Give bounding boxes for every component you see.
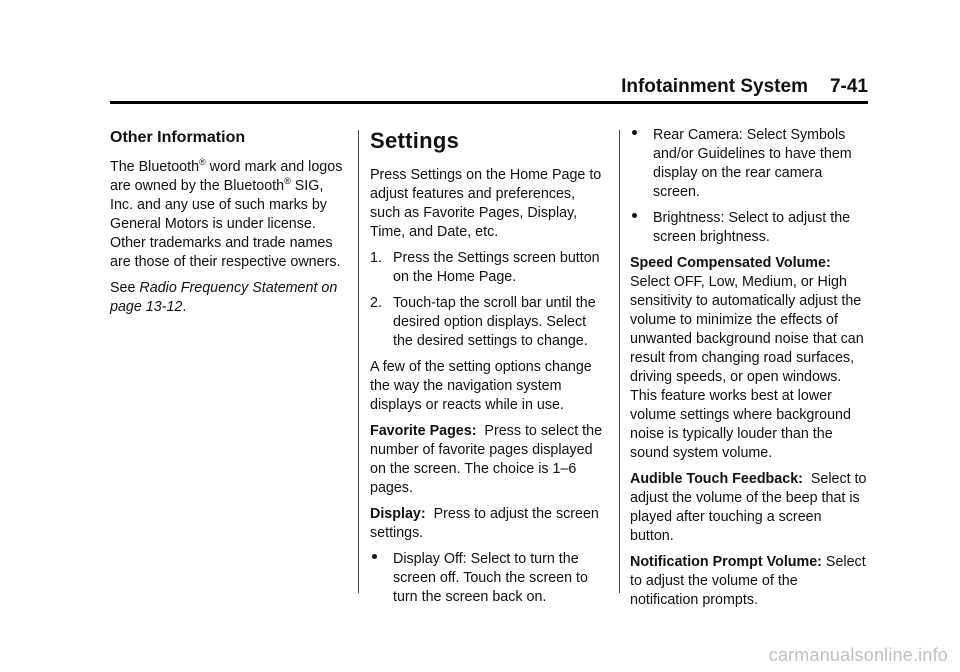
bullet-icon — [632, 130, 637, 135]
bullet-item: Display Off: Select to turn the screen off. Touch the screen to turn the screen back on. — [370, 550, 608, 607]
display-label: Display: — [370, 506, 426, 522]
bullet-item: Rear Camera: Select Symbols and/or Guidelines to have them display on the rear camera screen. — [630, 126, 868, 202]
bullet-item: Brightness: Select to adjust the screen brightness. — [630, 209, 868, 247]
page-number: 7-41 — [829, 76, 868, 97]
other-information-heading: Other Information — [110, 129, 246, 146]
watermark: carmanualsonline.info — [768, 645, 948, 665]
radio-frequency-reference-link[interactable]: Radio Frequency Statement on page 13-12 — [110, 280, 338, 315]
audible-touch-feedback-paragraph: Audible Touch Feedback: Select to adjust the volume of the beep that is played after touching a screen button. — [630, 471, 871, 544]
speed-compensated-volume-paragraph: Speed Compensated Volume: Select OFF, Low, Medium, or High sensitivity to automatically adjust the volume to minimize the effects of unwanted background noise that can result from changing road surfaces, driving speeds, or open windows. This feature works best at lower volume settings where background noise is typically louder than the sound system volume. — [630, 255, 864, 461]
settings-note: A few of the setting options change the way the navigation system displays or reacts while in use. — [370, 359, 592, 413]
column-divider-1 — [358, 130, 359, 593]
audible-touch-feedback-label: Audible Touch Feedback: — [630, 471, 803, 487]
step-item: 2. Touch-tap the scroll bar until the desired option displays. Select the desired settings to change. — [370, 295, 596, 349]
settings-intro: Press Settings on the Home Page to adjust features and preferences, such as Favorite Pages, Display, Time, and Date, etc. — [370, 167, 602, 240]
bullet-icon — [372, 554, 377, 559]
notification-prompt-volume-label: Notification Prompt Volume: — [630, 554, 822, 570]
column-divider-2 — [619, 130, 620, 593]
step-item: 1. Press the Settings screen button on the Home Page. — [370, 250, 600, 285]
bluetooth-paragraph: The Bluetooth® word mark and logos are owned by the Bluetooth® SIG, Inc. and any use of such marks by General Motors is under license. Other trademarks and trade names are those of their respective owners. — [110, 157, 343, 270]
see-reference-paragraph: See Radio Frequency Statement on page 13-12. — [110, 280, 338, 315]
column-1 — [110, 126, 348, 324]
bullet-icon — [632, 213, 637, 218]
favorite-pages-paragraph: Favorite Pages: Press to select the number of favorite pages displayed on the screen. The choice is 1–6 pages. — [370, 423, 607, 496]
settings-title: Settings — [370, 128, 460, 153]
favorite-pages-label: Favorite Pages: — [370, 423, 477, 439]
speed-compensated-volume-label: Speed Compensated Volume: — [630, 255, 831, 271]
column-2 — [370, 126, 608, 614]
notification-prompt-volume-paragraph: Notification Prompt Volume: Select to adjust the volume of the notification prompts. — [630, 554, 866, 608]
page-header — [621, 76, 868, 98]
header-rule — [110, 101, 868, 104]
display-paragraph: Display: Press to adjust the screen settings. — [370, 506, 603, 541]
column-3 — [630, 126, 871, 617]
section-title: Infotainment System — [621, 76, 808, 97]
